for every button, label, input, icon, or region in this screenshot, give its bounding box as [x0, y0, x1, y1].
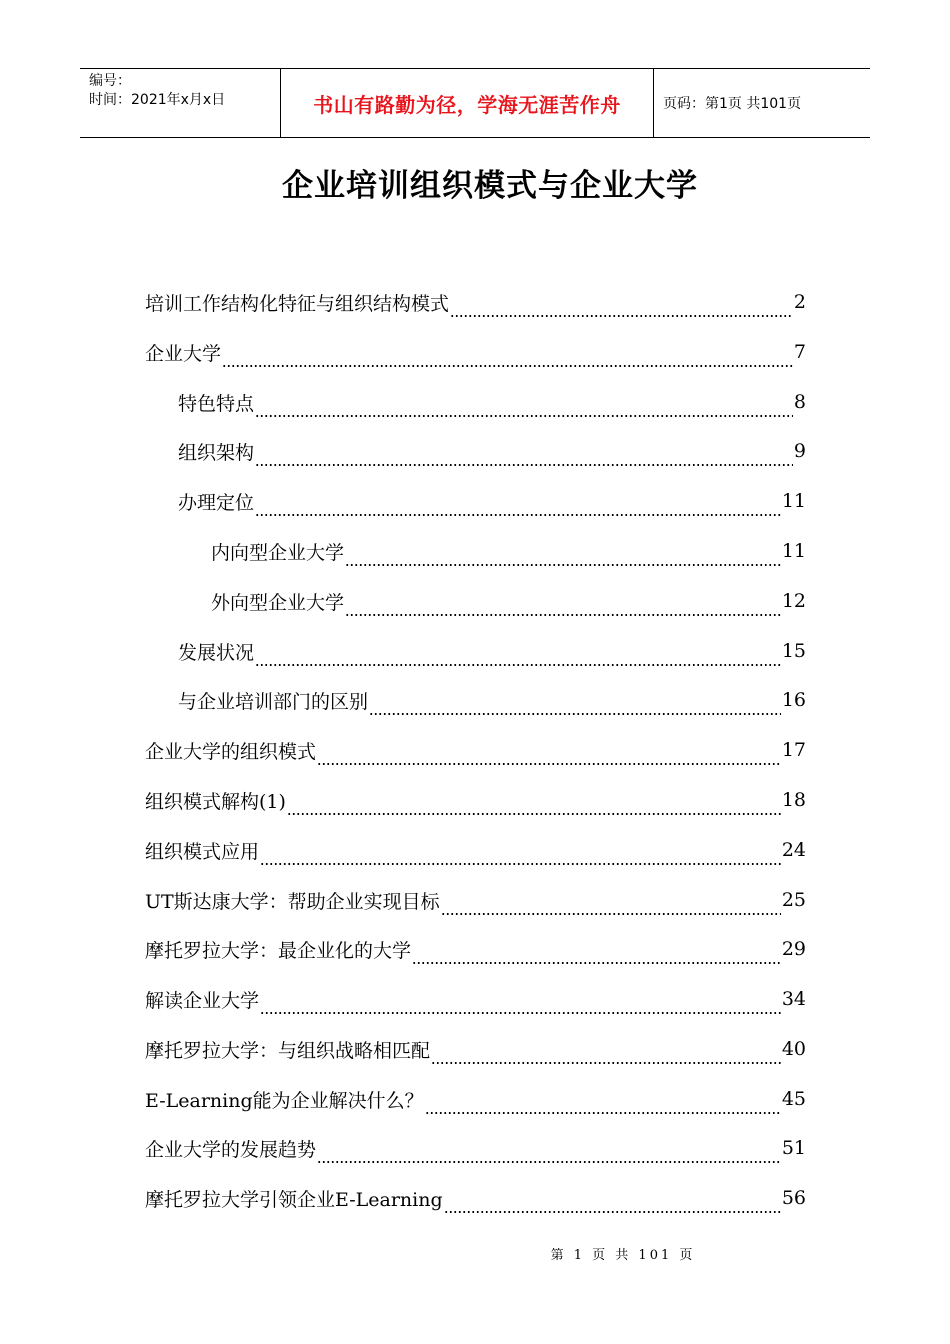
- toc-entry-text: 组织架构: [178, 441, 255, 464]
- toc-page-number: 12: [781, 590, 806, 612]
- toc-page-number: 15: [781, 640, 806, 662]
- toc-entry[interactable]: [211, 534, 806, 568]
- toc-entry[interactable]: [211, 584, 806, 618]
- toc-entry-text: 办理定位: [178, 491, 255, 514]
- motto-text: 书山有路勤为径，学海无涯苦作舟: [313, 92, 621, 117]
- toc-entry-text: 培训工作结构化特征与组织结构模式: [145, 292, 450, 315]
- toc-page-number: 2: [793, 291, 806, 313]
- toc-entry[interactable]: [145, 833, 806, 867]
- serial-number-label: 编号：: [89, 73, 131, 89]
- toc-entry[interactable]: [178, 434, 806, 468]
- toc-entry[interactable]: [145, 733, 806, 767]
- toc-entry-text: 摩托罗拉大学：与组织战略相匹配: [145, 1039, 431, 1062]
- toc-dot-leader: [345, 604, 781, 618]
- toc-entry-text: 解读企业大学: [145, 989, 260, 1012]
- toc-page-number: 56: [781, 1187, 806, 1209]
- toc-entry[interactable]: [145, 1181, 806, 1215]
- toc-entry-text: 企业大学的发展趋势: [145, 1138, 317, 1161]
- toc-page-number: 11: [781, 490, 806, 512]
- page-info-text: 页码：第1页 共101页: [663, 96, 802, 112]
- toc-dot-leader: [345, 554, 781, 568]
- toc-entry[interactable]: [145, 335, 806, 369]
- toc-page-number: 45: [781, 1088, 806, 1110]
- toc-entry[interactable]: [145, 982, 806, 1016]
- time-label: 时间：2021年x月x日: [89, 92, 226, 108]
- toc-entry[interactable]: [145, 1082, 806, 1116]
- toc-page-number: 16: [781, 689, 806, 711]
- toc-entry-text: 组织模式应用: [145, 840, 260, 863]
- document-title: 企业培训组织模式与企业大学: [282, 168, 698, 204]
- toc-entry[interactable]: [178, 484, 806, 518]
- toc-page-number: 11: [781, 540, 806, 562]
- toc-entry-text: 外向型企业大学: [211, 591, 345, 614]
- toc-dot-leader: [260, 853, 781, 867]
- toc-page-number: 7: [793, 341, 806, 363]
- toc-dot-leader: [425, 1102, 781, 1116]
- toc-page-number: 9: [793, 440, 806, 462]
- toc-page-number: 51: [781, 1137, 806, 1159]
- toc-page-number: 8: [793, 391, 806, 413]
- header-meta-cell: [80, 69, 281, 137]
- toc-entry-text: 企业大学的组织模式: [145, 740, 317, 763]
- toc-entry[interactable]: [145, 285, 806, 319]
- toc-dot-leader: [255, 405, 793, 419]
- toc-dot-leader: [450, 305, 793, 319]
- toc-dot-leader: [444, 1201, 781, 1215]
- toc-dot-leader: [255, 454, 793, 468]
- toc-entry[interactable]: [145, 1131, 806, 1165]
- toc-entry-text: 特色特点: [178, 392, 255, 415]
- toc-dot-leader: [317, 1151, 781, 1165]
- toc-entry[interactable]: [178, 634, 806, 668]
- toc-dot-leader: [412, 952, 781, 966]
- toc-entry[interactable]: [145, 883, 806, 917]
- toc-page-number: 24: [781, 839, 806, 861]
- toc-page-number: 17: [781, 739, 806, 761]
- toc-page-number: 40: [781, 1038, 806, 1060]
- toc-dot-leader: [287, 803, 781, 817]
- toc-entry[interactable]: [145, 1032, 806, 1066]
- header-table: [80, 68, 870, 138]
- toc-dot-leader: [441, 903, 781, 917]
- toc-entry-text: 企业大学: [145, 342, 222, 365]
- toc-entry-text: 发展状况: [178, 641, 255, 664]
- toc-entry-text: E-Learning能为企业解决什么？: [145, 1089, 424, 1112]
- toc-entry-text: UT斯达康大学：帮助企业实现目标: [145, 890, 440, 913]
- toc-entry-text: 摩托罗拉大学：最企业化的大学: [145, 939, 412, 962]
- toc-dot-leader: [431, 1052, 781, 1066]
- toc-entry[interactable]: [178, 683, 806, 717]
- page-footer: 第 1 页 共 101 页: [550, 1248, 696, 1263]
- toc-dot-leader: [255, 504, 781, 518]
- toc-entry-text: 与企业培训部门的区别: [178, 690, 369, 713]
- toc-page-number: 18: [781, 789, 806, 811]
- toc-page-number: 25: [781, 889, 806, 911]
- toc-dot-leader: [317, 753, 781, 767]
- toc-dot-leader: [260, 1002, 781, 1016]
- toc-dot-leader: [369, 703, 781, 717]
- toc-entry[interactable]: [178, 385, 806, 419]
- toc-entry-text: 摩托罗拉大学引领企业E-Learning: [145, 1188, 443, 1211]
- toc-entry[interactable]: [145, 932, 806, 966]
- toc-entry-text: 内向型企业大学: [211, 541, 345, 564]
- toc-entry[interactable]: [145, 783, 806, 817]
- header-motto-cell: [281, 69, 654, 137]
- header-page-cell: [654, 69, 870, 137]
- toc-entry-text: 组织模式解构(1): [145, 790, 286, 813]
- toc-page-number: 29: [781, 938, 806, 960]
- toc-dot-leader: [255, 654, 781, 668]
- toc-page-number: 34: [781, 988, 806, 1010]
- toc-dot-leader: [222, 355, 793, 369]
